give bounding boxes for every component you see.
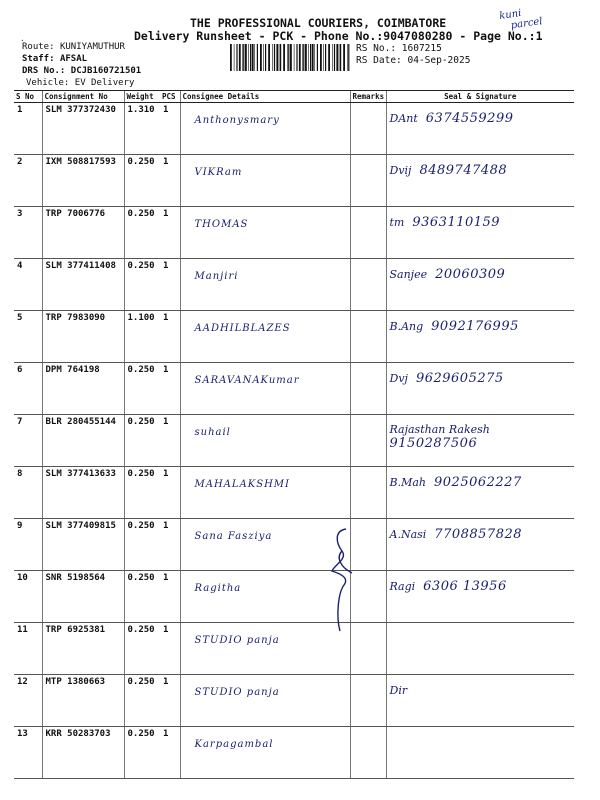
seal-signature-cell <box>386 675 574 727</box>
handwritten-phone: 9150287506 <box>389 436 478 451</box>
handwritten-phone: 8489747488 <box>419 163 508 178</box>
barcode-bar <box>245 44 247 71</box>
table-row <box>14 571 574 623</box>
consignee-cell: Manjiri <box>180 259 350 311</box>
pcs-cell: 1 <box>160 207 180 259</box>
barcode-bar <box>320 44 322 71</box>
pcs-cell: 1 <box>160 415 180 467</box>
sno-cell: 10 <box>14 571 42 623</box>
signature-mark: Rajasthan Rakesh <box>389 423 490 436</box>
barcode-bar <box>254 44 255 71</box>
rs-no-line <box>356 43 442 54</box>
barcode-bar <box>279 44 280 71</box>
barcode-bar <box>340 44 341 71</box>
barcode-bar <box>287 44 288 71</box>
barcode-bar <box>283 44 285 71</box>
weight-cell: 0.250 <box>124 467 160 519</box>
handwritten-phone: 20060309 <box>435 267 506 282</box>
table-row <box>14 623 574 675</box>
consignee-cell: THOMAS <box>180 207 350 259</box>
pcs-cell: 1 <box>160 571 180 623</box>
barcode-bar <box>312 44 314 71</box>
barcode-bar <box>236 44 237 71</box>
barcode-bar <box>296 44 297 71</box>
consignee-cell: suhail <box>180 415 350 467</box>
barcode-bar <box>250 44 251 71</box>
barcode-bar <box>325 44 326 71</box>
barcode-bar <box>314 44 315 71</box>
sno-cell: 3 <box>14 207 42 259</box>
barcode-bar <box>334 44 335 71</box>
handwritten-phone: 9629605275 <box>415 371 504 386</box>
consignee-cell: STUDIO panja <box>180 675 350 727</box>
barcode-bar <box>288 44 289 71</box>
barcode-bar <box>252 44 254 71</box>
barcode-bar <box>348 44 349 71</box>
barcode-bar <box>336 44 338 71</box>
sno-cell: 12 <box>14 675 42 727</box>
consignment-cell: SNR 5198564 <box>42 571 124 623</box>
weight-cell: 0.250 <box>124 259 160 311</box>
consignment-cell: SLM 377372430 <box>42 103 124 155</box>
pcs-cell: 1 <box>160 311 180 363</box>
signature-mark: Dvij <box>389 164 412 177</box>
sno-cell: 1 <box>14 103 42 155</box>
weight-cell: 1.310 <box>124 103 160 155</box>
remarks-cell <box>350 259 386 311</box>
barcode-bar <box>248 44 249 71</box>
weight-cell: 0.250 <box>124 207 160 259</box>
barcode-bar <box>239 44 241 71</box>
staff-value: AFSAL <box>59 54 88 64</box>
handwritten-phone: 6306 13956 <box>423 579 507 594</box>
col-header-seal-signature: Seal & Signature <box>386 91 574 103</box>
pcs-cell: 1 <box>160 623 180 675</box>
barcode-bar <box>242 44 243 71</box>
barcode-bar <box>257 44 258 71</box>
consignment-cell: TRP 6925381 <box>42 623 124 675</box>
vehicle-label: Vehicle: <box>26 78 70 88</box>
handwritten-phone: 7708857828 <box>434 527 523 542</box>
table-row <box>14 103 574 155</box>
col-header-weight: Weight <box>124 91 160 103</box>
remarks-cell <box>350 675 386 727</box>
pcs-cell: 1 <box>160 363 180 415</box>
rs-date-label: RS Date: <box>356 55 402 66</box>
barcode-bar <box>310 44 311 71</box>
consignment-cell: KRR 50283703 <box>42 727 124 779</box>
pcs-cell: 1 <box>160 155 180 207</box>
rs-no-label: RS No.: <box>356 43 397 54</box>
seal-signature-cell <box>386 727 574 779</box>
handwritten-note-line-1: kuni <box>498 7 523 22</box>
signature-mark: Dir <box>389 684 408 697</box>
route-label: Route: <box>22 42 55 52</box>
barcode-bar <box>299 44 301 71</box>
barcode-bar <box>317 44 318 71</box>
barcode-bar <box>290 44 292 71</box>
rs-no-value: 1607215 <box>401 43 442 54</box>
barcode-bar <box>305 44 307 71</box>
signature-mark: A.Nasi <box>389 528 427 541</box>
handwritten-phone: 6374559299 <box>425 111 514 126</box>
pcs-cell: 1 <box>160 103 180 155</box>
col-header-sno: S No <box>14 91 42 103</box>
consignee-cell: STUDIO panja <box>180 623 350 675</box>
sno-cell: 7 <box>14 415 42 467</box>
signature-mark: tm <box>389 216 405 229</box>
pcs-cell: 1 <box>160 467 180 519</box>
col-header-consignment: Consignment No <box>42 91 124 103</box>
weight-cell: 0.250 <box>124 623 160 675</box>
col-header-remarks: Remarks <box>350 91 386 103</box>
consignee-cell: Sana Fasziya <box>180 519 350 571</box>
seal-signature-cell <box>386 519 574 571</box>
sno-cell: 8 <box>14 467 42 519</box>
sno-cell: 9 <box>14 519 42 571</box>
sno-cell: 13 <box>14 727 42 779</box>
consignment-cell: SLM 377411408 <box>42 259 124 311</box>
barcode-bar <box>343 44 345 71</box>
barcode-bar <box>265 44 266 71</box>
barcode-bar <box>328 44 330 71</box>
weight-cell: 0.250 <box>124 571 160 623</box>
runsheet-title: Delivery Runsheet - PCK - Phone No.:9047080280 - Page No.:1 <box>134 29 543 43</box>
col-header-consignee: Consignee Details <box>180 91 350 103</box>
weight-cell: 0.250 <box>124 727 160 779</box>
seal-signature-cell <box>386 363 574 415</box>
consignment-cell: SLM 377409815 <box>42 519 124 571</box>
consignee-cell: Anthonysmary <box>180 103 350 155</box>
consignee-cell: Karpagambal <box>180 727 350 779</box>
barcode-bar <box>276 44 278 71</box>
handwritten-phone: 9025062227 <box>434 475 522 490</box>
handwritten-phone: 9363110159 <box>412 215 501 230</box>
consignment-cell: TRP 7006776 <box>42 207 124 259</box>
signature-mark: DAnt <box>389 112 418 125</box>
seal-signature-cell <box>386 311 574 363</box>
vehicle-value: EV Delivery <box>74 78 135 88</box>
table-row <box>14 415 574 467</box>
weight-cell: 0.250 <box>124 363 160 415</box>
seal-signature-cell <box>386 415 574 467</box>
vehicle-line <box>26 78 134 88</box>
barcode-bar <box>230 44 232 71</box>
route-line <box>22 42 125 52</box>
consignee-cell: VIKRam <box>180 155 350 207</box>
seal-signature-cell <box>386 467 574 519</box>
rs-date-line <box>356 55 470 66</box>
remarks-cell <box>350 311 386 363</box>
consignment-cell: BLR 280455144 <box>42 415 124 467</box>
signature-mark: B.Mah <box>389 476 426 489</box>
signature-mark: Ragi <box>389 580 416 593</box>
sno-cell: 2 <box>14 155 42 207</box>
weight-cell: 0.250 <box>124 519 160 571</box>
sno-cell: 5 <box>14 311 42 363</box>
pcs-cell: 1 <box>160 519 180 571</box>
sno-cell: 11 <box>14 623 42 675</box>
seal-signature-cell <box>386 571 574 623</box>
barcode-bar <box>260 44 262 71</box>
table-row <box>14 155 574 207</box>
pcs-cell: 1 <box>160 259 180 311</box>
remarks-cell <box>350 155 386 207</box>
remarks-brace-mark <box>330 527 358 635</box>
staff-line <box>22 54 87 64</box>
barcode-bar <box>332 44 333 71</box>
rs-date-value: 04-Sep-2025 <box>407 55 471 66</box>
barcode-bar <box>308 44 309 71</box>
remarks-cell <box>350 363 386 415</box>
handwritten-note-line-2: parcel <box>510 16 544 32</box>
col-header-pcs: PCS <box>160 91 180 103</box>
remarks-cell <box>350 415 386 467</box>
drs-label: DRS No.: <box>22 66 66 76</box>
consignment-cell: SLM 377413633 <box>42 467 124 519</box>
signature-mark: Sanjee <box>389 268 428 281</box>
route-value: KUNIYAMUTHUR <box>59 42 125 52</box>
sno-cell: 4 <box>14 259 42 311</box>
remarks-cell <box>350 467 386 519</box>
consignee-cell: MAHALAKSHMI <box>180 467 350 519</box>
consignee-cell: SARAVANAKumar <box>180 363 350 415</box>
barcode-bar <box>272 44 273 71</box>
barcode-bar <box>243 44 244 71</box>
consignee-cell: AADHILBLAZES <box>180 311 350 363</box>
dot-mark: · <box>20 36 25 45</box>
barcode-bar <box>323 44 324 71</box>
signature-mark: Dvj <box>389 372 408 385</box>
pcs-cell: 1 <box>160 727 180 779</box>
drs-value: DCJB160721501 <box>70 66 142 76</box>
weight-cell: 1.100 <box>124 311 160 363</box>
consignment-cell: MTP 1380663 <box>42 675 124 727</box>
remarks-cell <box>350 207 386 259</box>
seal-signature-cell <box>386 259 574 311</box>
weight-cell: 0.250 <box>124 675 160 727</box>
seal-signature-cell <box>386 155 574 207</box>
remarks-cell <box>350 727 386 779</box>
seal-signature-cell <box>386 103 574 155</box>
company-title: THE PROFESSIONAL COURIERS, COIMBATORE <box>190 16 447 30</box>
consignee-cell: Ragitha <box>180 571 350 623</box>
table-row <box>14 363 574 415</box>
barcode-bar <box>234 44 235 71</box>
seal-signature-cell <box>386 623 574 675</box>
barcode-bar <box>263 44 264 71</box>
barcode-bar <box>294 44 295 71</box>
table-header-row <box>14 91 574 103</box>
weight-cell: 0.250 <box>124 155 160 207</box>
barcode-bar <box>280 44 281 71</box>
drs-line <box>22 66 141 76</box>
barcode <box>230 44 352 71</box>
sno-cell: 6 <box>14 363 42 415</box>
table-row <box>14 207 574 259</box>
barcode-bar <box>268 44 270 71</box>
table-row <box>14 519 574 571</box>
table-row <box>14 727 574 779</box>
table-row <box>14 675 574 727</box>
barcode-bar <box>302 44 303 71</box>
handwritten-phone: 9092176995 <box>431 319 519 334</box>
barcode-bar <box>339 44 340 71</box>
table-row <box>14 467 574 519</box>
consignment-cell: IXM 508817593 <box>42 155 124 207</box>
table-row <box>14 311 574 363</box>
barcode-bar <box>274 44 275 71</box>
runsheet-table <box>14 90 574 779</box>
pcs-cell: 1 <box>160 675 180 727</box>
seal-signature-cell <box>386 207 574 259</box>
staff-label: Staff: <box>22 54 55 64</box>
barcode-bar <box>303 44 304 71</box>
table-row <box>14 259 574 311</box>
signature-mark: B.Ang <box>389 320 424 333</box>
consignment-cell: TRP 7983090 <box>42 311 124 363</box>
remarks-cell <box>350 103 386 155</box>
consignment-cell: DPM 764198 <box>42 363 124 415</box>
weight-cell: 0.250 <box>124 415 160 467</box>
barcode-bar <box>347 44 348 71</box>
